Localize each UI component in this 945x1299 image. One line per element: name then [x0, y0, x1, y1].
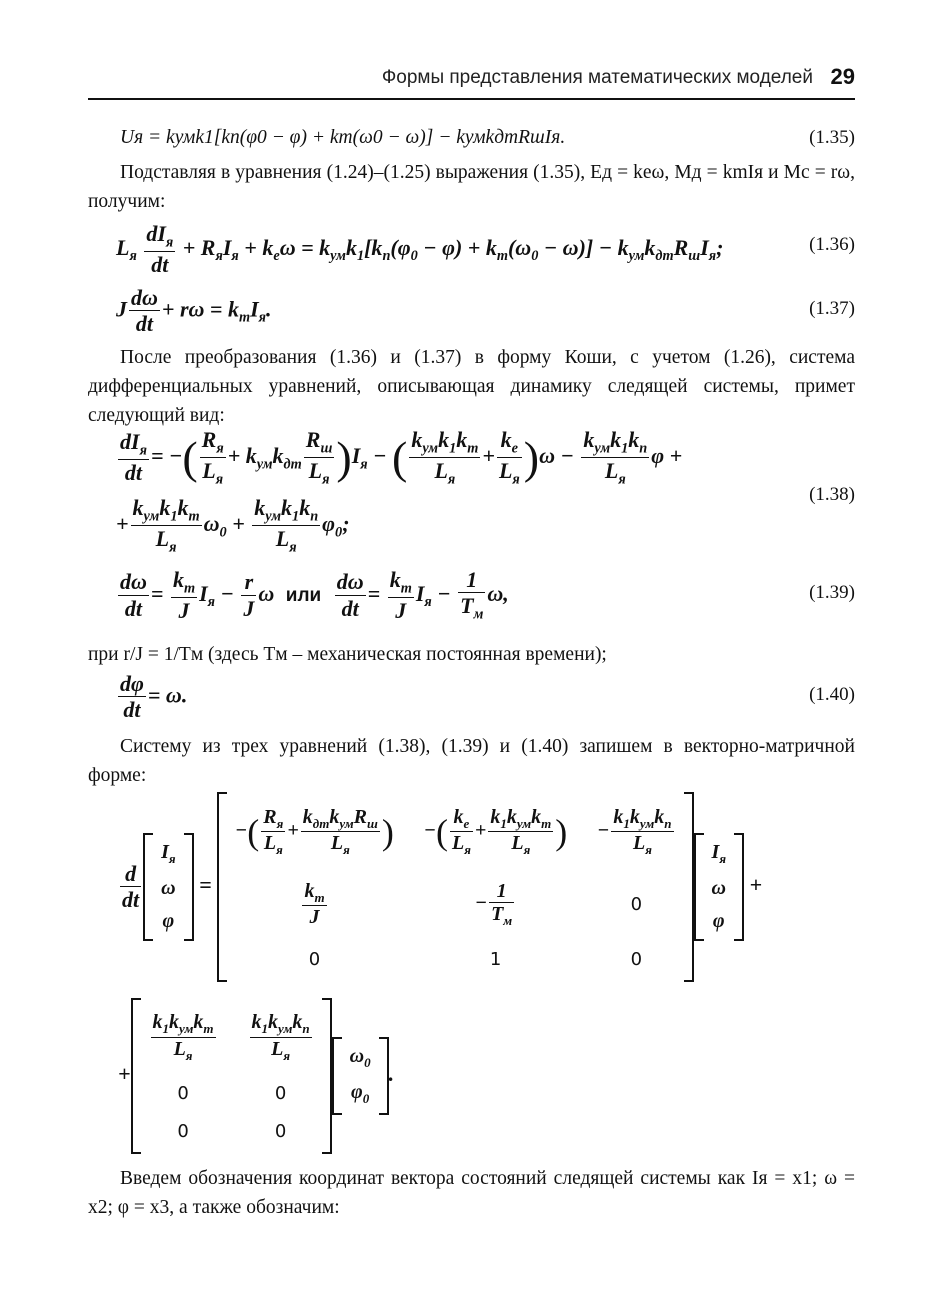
matrix-equation	[88, 792, 855, 990]
equation-formula: J $\frac{d\omega}{dt}$ + $r\omega = k_mI_я$.	[116, 285, 272, 337]
paragraph: Систему из трех уравнений (1.38), (1.39) и (1.40) запишем в векторно-матричной форме:	[88, 736, 855, 786]
paragraph: Введем обозначения координат вектора состояний следящей системы как Iя = x1; ω = x2; φ = x3, а также обозначим:	[88, 1168, 855, 1218]
matrix-equation-line-2: + $k_1k_{ум}k_т$ $L_я$ $k_1k_{ум}k_п$ $L_я$ 0 0 0 0 $\omega_0$ $\varphi_0$ .	[118, 998, 394, 1154]
page-header	[88, 60, 855, 100]
or-word: или	[285, 584, 322, 606]
paragraph: Подставляя в уравнения (1.24)–(1.25) выражения (1.35), Eд = keω, Mд = kmIя и Mс = rω, получим:	[88, 162, 855, 212]
system-matrix-a: −( $R_я$ $L_я$ + $k_{дт}k_{ум}R_ш$ $L_я$ ) −( $k_e$ $L_я$ + $k_1k_{ум}k_т$ $L_я$ ) − $k_1k_{ум}k_п$ $L_я$ $\frac{k_m}{J}$ − 1 $T_м$ 0 0 1 0	[217, 792, 693, 982]
equation-formula: $\frac{d\omega}{dt}$ = $\frac{k_m}{J}$ $I_я$ − $\frac{r}{J}$ ω или $\frac{d\omega}{dt}$ = $\frac{k_m}{J}$ $I_я$ − 1 $T_м$ ω,	[120, 567, 509, 624]
matrix-equation-line-1: $\frac{d}{dt}$ $I_я$ ω φ = −( $R_я$ $L_я$ + $k_{дт}k_{ум}R_ш$ $L_я$ ) −( $k_e$ $L_я$ + $k_1k_{ум}k_т$ $L_я$ ) − $k_1k_{ум}k_п$ $L_я$ $\frac{k_m}{J}$ − 1 $T_м$ 0 0 1 0 $I_я$ ω φ +	[118, 792, 762, 982]
paragraph: После преобразования (1.36) и (1.37) в форму Коши, с учетом (1.26), система дифференциальных уравнений, описывающая динамику следящей системы, примет следующий вид:	[88, 347, 855, 426]
input-matrix-b: $k_1k_{ум}k_т$ $L_я$ $k_1k_{ум}k_п$ $L_я$ 0 0 0 0	[131, 998, 332, 1154]
equation-number: (1.40)	[809, 684, 855, 705]
equation-1-37	[88, 286, 855, 342]
equation-number: (1.38)	[809, 484, 855, 505]
equation-1-36	[88, 222, 855, 278]
paragraph: при r/J = 1/Tм (здесь Tм – механическая постоянная времени);	[88, 644, 607, 665]
state-vector: $I_я$ ω φ	[143, 833, 194, 941]
state-vector: $I_я$ ω φ	[694, 833, 745, 941]
equation-line-2: + $k_{ум}k_1k_т$ $L_я$ $\omega_0$ + $k_{ум}k_1k_п$ $L_я$ $\varphi_0$;	[116, 495, 350, 556]
equation-number: (1.37)	[809, 298, 855, 319]
equation-1-35	[88, 125, 855, 155]
equation-number: (1.39)	[809, 582, 855, 603]
equation-line-1: $dI_я$ dt = −( $R_я$ $L_я$ + $k_{ум}k_{дт}$ $R_ш$ $L_я$ )$I_я$ − ( $k_{ум}k_1k_т$ $L_я$ + $k_e$ $L_я$ )ω − $k_{ум}k_1k_п$ $L_я$ φ +	[120, 427, 683, 488]
equation-formula: Uя = kумk1[kп(φ0 − φ) + kт(ω0 − ω)] − kумkдтRшIя.	[120, 127, 566, 148]
equation-1-38	[88, 428, 855, 568]
equation-number: (1.36)	[809, 234, 855, 255]
matrix-equation-continued	[88, 998, 855, 1158]
page-number: 29	[830, 64, 855, 89]
equation-formula: $\frac{d\varphi}{dt}$ = ω.	[120, 671, 188, 723]
equation-formula: $L_я$ $dI_я$ dt + $R_яI_я + k_e\omega = k_{ум}k_1[k_п(\varphi_0 - \varphi) + k_т(\omega_0 - \omega)] - k_{ум}k_{дт}R_шI_я$;	[116, 221, 724, 278]
equation-1-39	[88, 568, 855, 630]
input-vector: $\omega_0$ $\varphi_0$	[332, 1037, 389, 1115]
running-title: Формы представления математических моделей	[381, 67, 813, 88]
equation-number: (1.35)	[809, 127, 855, 148]
equation-1-40	[88, 672, 855, 728]
